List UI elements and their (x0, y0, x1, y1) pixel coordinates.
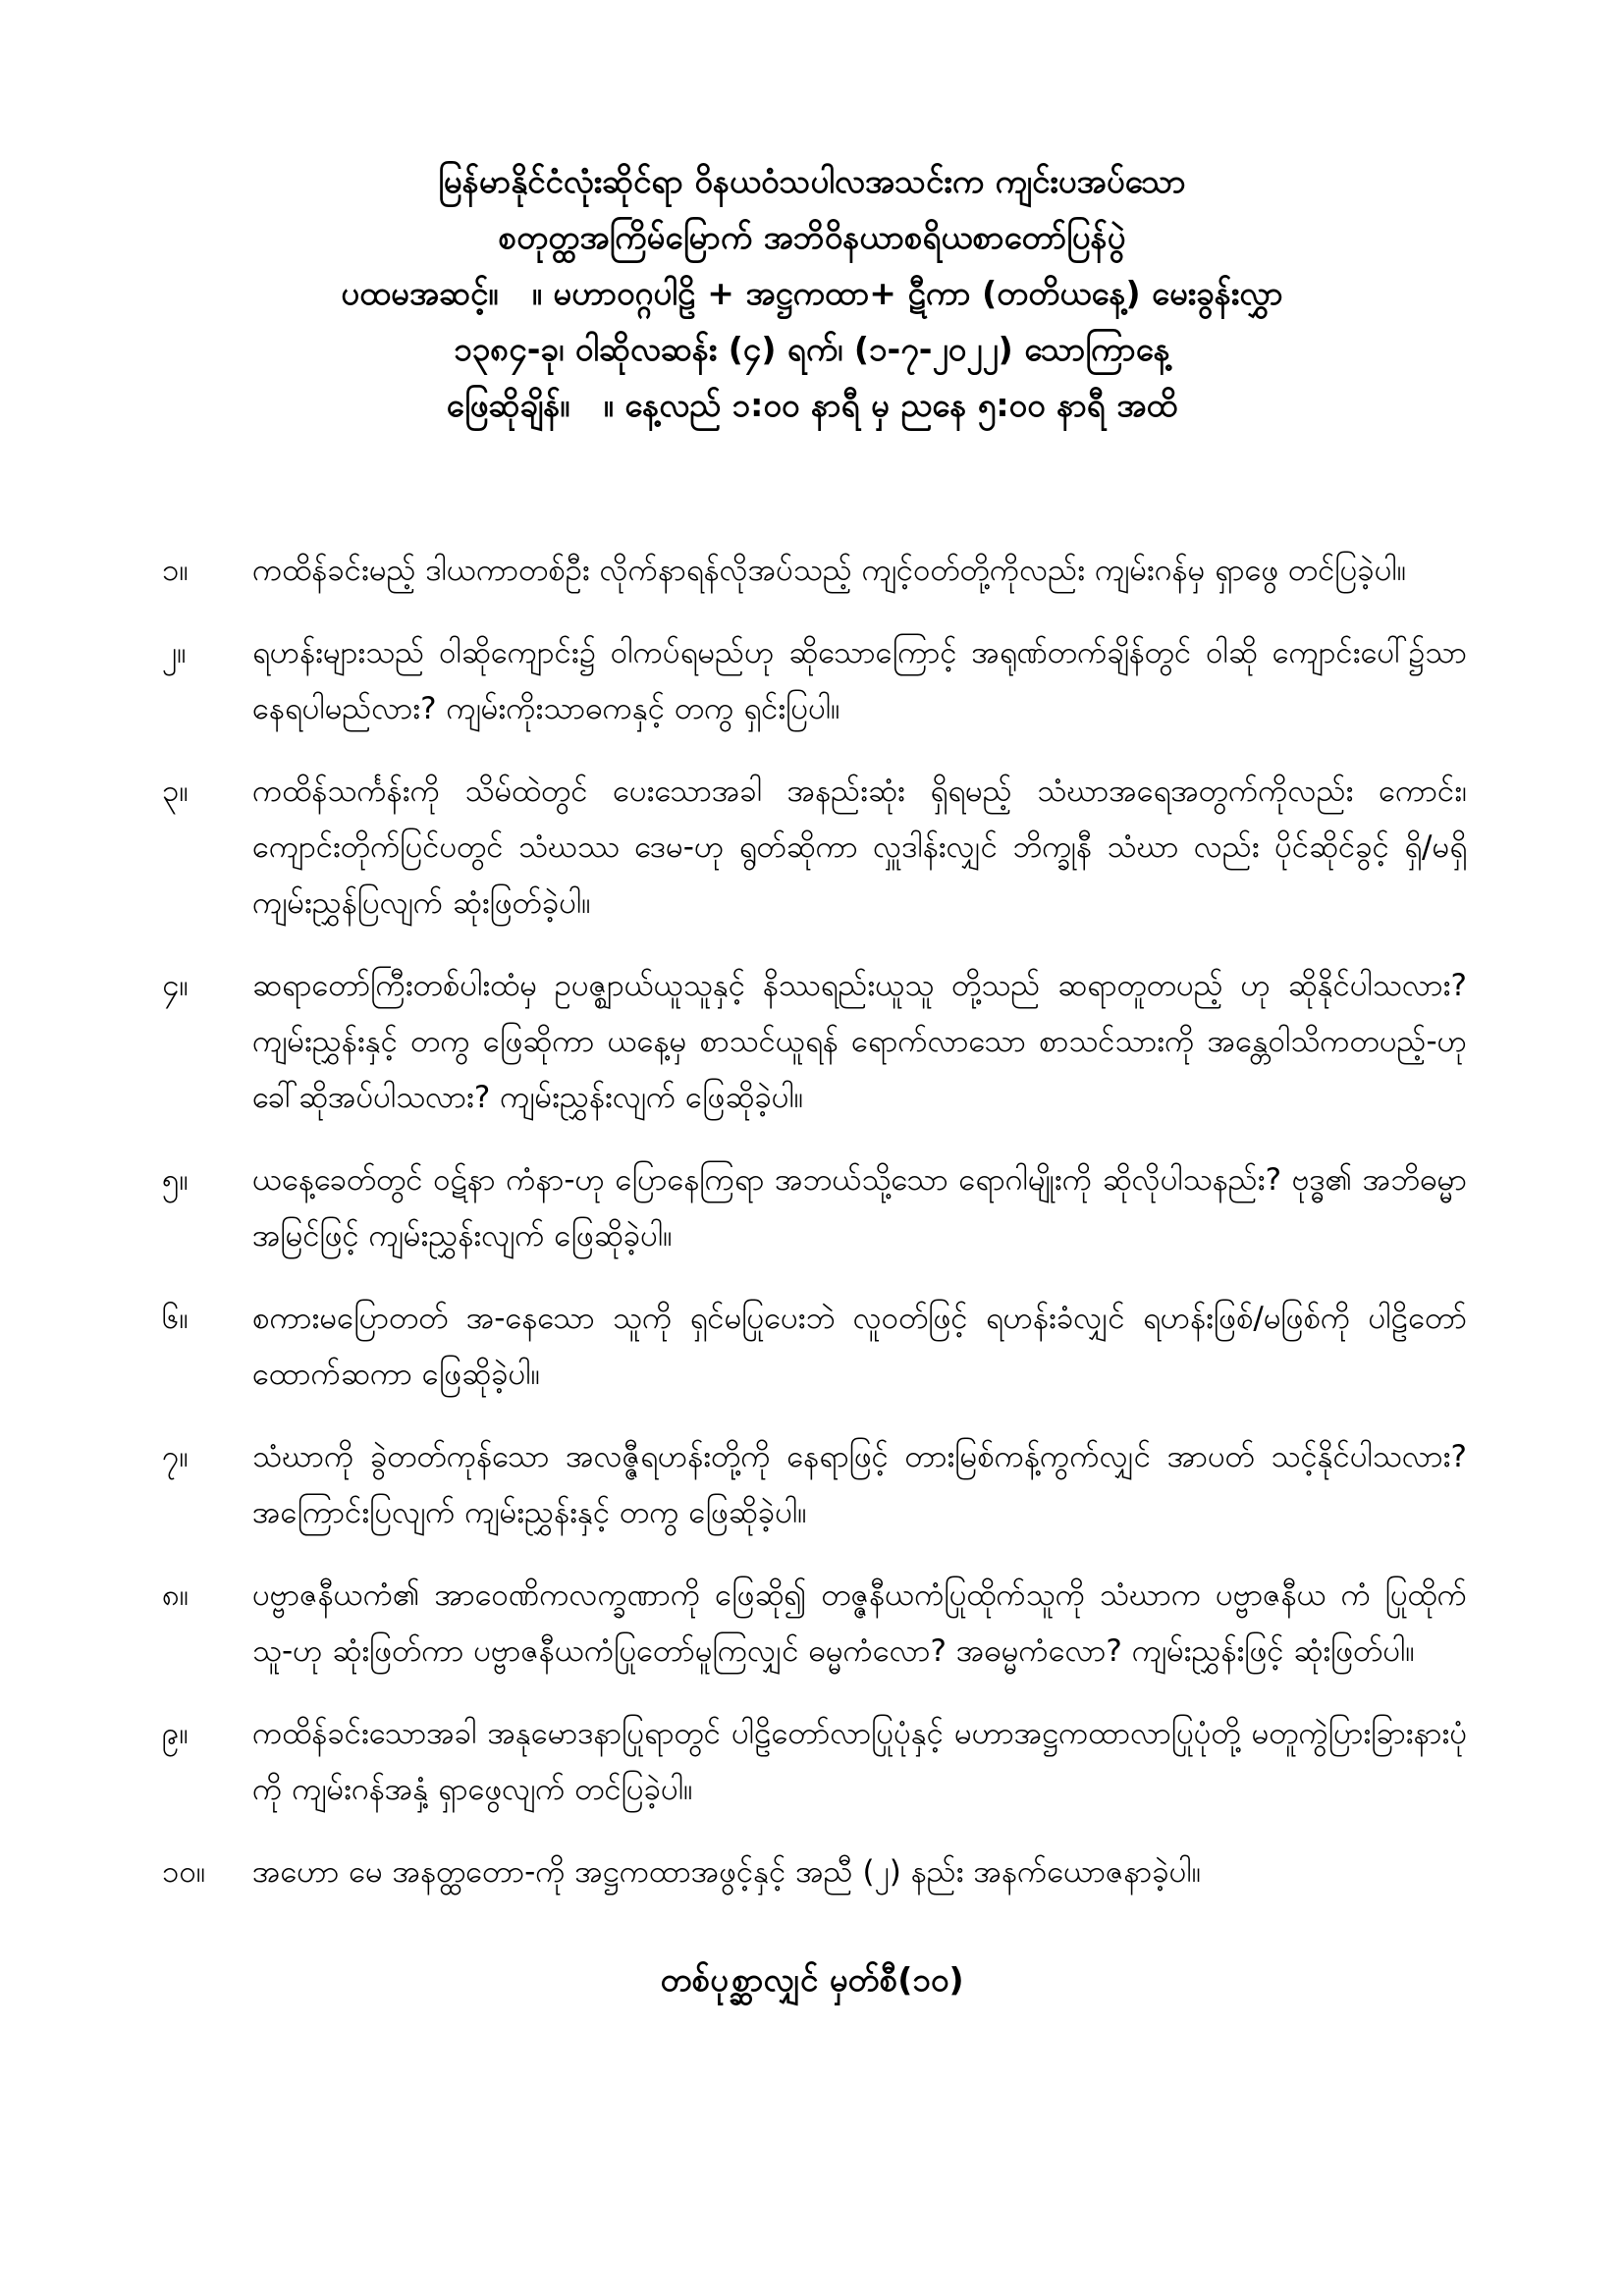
question-number: ၆။ (162, 1301, 189, 1336)
question-number: ၁၀။ (162, 1854, 206, 1890)
question-text: ပဗ္ဗာဇနီယကံ၏ အာဝေဏိကလက္ခဏာကို ဖြေဆို၍ တဇ္ဇနီယကံပြုထိုက်သူကို သံဃာက ပဗ္ဗာဇနီယ ကံ ပြုထိုက်သူ-ဟု ဆုံးဖြတ်ကာ ပဗ္ဗာဇနီယကံပြုတော်မူကြလျှင် ဓမ္မကံလော? အဓမ္မကံလော? ကျမ်းညွှန်းဖြင့် ဆုံးဖြတ်ပါ။ (252, 1577, 1467, 1669)
document-title-block (0, 0, 1624, 433)
question-item-3 (162, 764, 1467, 932)
question-text: အဟော မေ အနတ္ထတော-ကို အဋ္ဌကထာအဖွင့်နှင့် အညီ (၂) နည်း အနက်ယောဇနာခဲ့ပါ။ (252, 1854, 1202, 1890)
question-item-5 (162, 1152, 1467, 1264)
question-item-4 (162, 958, 1467, 1126)
question-item-1 (162, 543, 1467, 599)
question-text: ကထိန်သင်္ကန်းကို သိမ်ထဲတွင် ပေးသောအခါ အနည်းဆုံး ရှိရမည့် သံဃာအရေအတွက်ကိုလည်း ကောင်း၊ ကျောင်းတိုက်ပြင်ပတွင် သံဃဿ ဒေမ-ဟု ရွတ်ဆိုကာ လှူဒါန်းလျှင် ဘိက္ခုနီ သံဃာ လည်း ပိုင်ဆိုင်ခွင့် ရှိ/မရှိ ကျမ်းညွှန်ပြလျက် ဆုံးဖြတ်ခဲ့ပါ။ (252, 774, 1467, 921)
question-number: ၉။ (162, 1716, 189, 1751)
footer-note: တစ်ပုစ္ဆာလျှင် မှတ်စီ(၁၀) (660, 1960, 964, 1999)
question-item-9 (162, 1706, 1467, 1818)
question-number: ၈။ (162, 1577, 189, 1613)
title-line-3: ပထမအဆင့်။ ။ မဟာဝဂ္ဂပါဠိ + အဋ္ဌကထာ+ ဋီကာ (တတိယနေ့) မေးခွန်းလွှာ (341, 274, 1283, 312)
question-item-10 (162, 1844, 1467, 1900)
question-text: ယနေ့ခေတ်တွင် ဝဋ်နာ ကံနာ-ဟု ပြောနေကြရာ အဘယ်သို့သော ရောဂါမျိုးကို ဆိုလိုပါသနည်း? ဗုဒ္ဓ၏ အဘိဓမ္မာအမြင်ဖြင့် ကျမ်းညွှန်းလျက် ဖြေဆိုခဲ့ပါ။ (252, 1162, 1467, 1254)
question-number: ၇။ (162, 1439, 189, 1474)
question-list (162, 543, 1467, 1900)
question-text: သံဃာကို ခွဲတတ်ကုန်သော အလဇ္ဇီရဟန်းတို့ကို နေရာဖြင့် တားမြစ်ကန့်ကွက်လျှင် အာပတ် သင့်နိုင်ပါသလား? အကြောင်းပြလျက် ကျမ်းညွှန်းနှင့် တကွ ဖြေဆိုခဲ့ပါ။ (252, 1439, 1467, 1530)
question-number: ၁။ (162, 553, 189, 588)
question-text: စကားမပြောတတ် အ-နေသော သူကို ရှင်မပြုပေးဘဲ လူဝတ်ဖြင့် ရဟန်းခံလျှင် ရဟန်းဖြစ်/မဖြစ်ကို ပါဠိတော်ထောက်ဆကာ ဖြေဆိုခဲ့ပါ။ (252, 1301, 1467, 1392)
title-line-5: ဖြေဆိုချိန်။ ။ နေ့လည် ၁:၀၀ နာရီ မှ ညနေ ၅:၀၀ နာရီ အထိ (446, 386, 1178, 424)
question-text: ကထိန်ခင်းသောအခါ အနုမောဒနာပြုရာတွင် ပါဠိတော်လာပြုပုံနှင့် မဟာအဋ္ဌကထာလာပြုပုံတို့ မတူကွဲပြားခြားနားပုံကို ကျမ်းဂန်အနှံ့ ရှာဖွေလျက် တင်ပြခဲ့ပါ။ (252, 1716, 1467, 1807)
question-text: ရဟန်းများသည် ဝါဆိုကျောင်း၌ ဝါကပ်ရမည်ဟု ဆိုသောကြောင့် အရုဏ်တက်ချိန်တွင် ဝါဆို ကျောင်းပေါ်၌သာ နေရပါမည်လား? ကျမ်းကိုးသာဓကနှင့် တကွ ရှင်းပြပါ။ (252, 635, 1467, 726)
question-number: ၂။ (162, 635, 187, 670)
question-text: ကထိန်ခင်းမည့် ဒါယကာတစ်ဦး လိုက်နာရန်လိုအပ်သည့် ကျင့်ဝတ်တို့ကိုလည်း ကျမ်းဂန်မှ ရှာဖွေ တင်ပြခဲ့ပါ။ (252, 553, 1407, 588)
question-item-6 (162, 1291, 1467, 1403)
question-item-2 (162, 625, 1467, 737)
title-line-4: ၁၃၈၄-ခု၊ ဝါဆိုလဆန်း (၄) ရက်၊ (၁-၇-၂၀၂၂) သောကြာနေ့ (454, 330, 1170, 368)
question-text: ဆရာတော်ကြီးတစ်ပါးထံမှ ဥပဇ္ဈာယ်ယူသူနှင့် နိဿရည်းယူသူ တို့သည် ဆရာတူတပည့် ဟု ဆိုနိုင်ပါသလား? ကျမ်းညွှန်းနှင့် တကွ ဖြေဆိုကာ ယနေ့မှ စာသင်ယူရန် ရောက်လာသော စာသင်သားကို အန္တေဝါသိကတပည့်-ဟု ခေါ်ဆိုအပ်ပါသလား? ကျမ်းညွှန်းလျက် ဖြေဆိုခဲ့ပါ။ (252, 968, 1467, 1115)
question-item-8 (162, 1568, 1467, 1680)
title-line-2: စတုတ္ထအကြိမ်မြောက် အဘိဝိနယာစရိယစာတော်ပြန်ပွဲ (498, 218, 1126, 256)
question-number: ၅။ (162, 1162, 189, 1198)
question-item-7 (162, 1429, 1467, 1541)
question-number: ၄။ (162, 968, 189, 1003)
question-number: ၃။ (162, 774, 189, 809)
title-line-1: မြန်မာနိုင်ငံလုံးဆိုင်ရာ ဝိနယဝံသပါလအသင်းက ကျင်းပအပ်သော (438, 162, 1186, 200)
